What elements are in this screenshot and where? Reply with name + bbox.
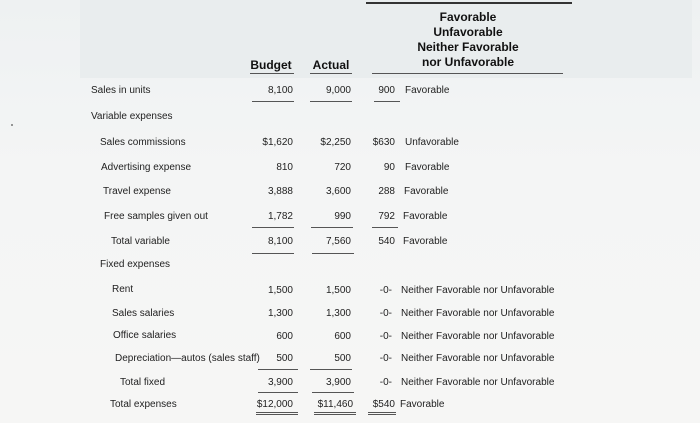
row-diff-depreciation: -0-	[379, 353, 392, 364]
total-fixed-budget-underline	[258, 392, 298, 393]
row-budget-depreciation: 500	[276, 353, 293, 364]
row-diff-total-expenses: $540	[372, 399, 395, 410]
row-actual-rent: 1,500	[325, 285, 351, 296]
row-label-sales-salaries: Sales salaries	[112, 308, 175, 319]
total-variable-actual-underline	[312, 253, 354, 254]
row-actual-total-fixed: 3,900	[325, 377, 351, 388]
row-budget-total-expenses: $12,000	[256, 399, 293, 410]
header-budget-underline	[250, 73, 294, 74]
row-label-free-samples: Free samples given out	[104, 211, 208, 222]
row-actual-sales-units: 9,000	[325, 85, 351, 96]
row-result-sales-salaries: Neither Favorable nor Unfavorable	[401, 308, 555, 319]
depreciation-budget-underline	[258, 369, 298, 370]
sales-units-diff-underline	[374, 101, 400, 102]
row-actual-total-expenses: $11,460	[317, 399, 353, 410]
total-expenses-actual-double-underline-2	[314, 414, 356, 415]
row-diff-sales-salaries: -0-	[379, 308, 392, 319]
row-result-travel: Favorable	[404, 186, 449, 197]
row-result-rent: Neither Favorable nor Unfavorable	[401, 285, 555, 296]
row-result-total-expenses: Favorable	[400, 399, 445, 410]
row-actual-depreciation: 500	[334, 353, 351, 364]
header-favorable-column	[398, 10, 538, 70]
row-label-total-expenses: Total expenses	[110, 399, 177, 410]
row-result-sales-commissions: Unfavorable	[405, 137, 459, 148]
row-diff-sales-units: 900	[378, 85, 395, 96]
row-diff-travel: 288	[378, 186, 395, 197]
row-actual-sales-commissions: $2,250	[320, 137, 351, 148]
row-label-travel: Travel expense	[103, 186, 171, 197]
total-expenses-diff-double-underline-2	[368, 414, 396, 415]
depreciation-actual-underline	[310, 369, 352, 370]
row-budget-rent: 1,500	[267, 285, 293, 296]
total-expenses-diff-double-underline-1	[368, 412, 396, 413]
row-label-sales-commissions: Sales commissions	[100, 137, 186, 148]
row-budget-total-variable: 8,100	[267, 236, 293, 247]
row-diff-sales-commissions: $630	[372, 137, 395, 148]
row-actual-advertising: 720	[334, 162, 351, 173]
row-budget-sales-salaries: 1,300	[267, 308, 293, 319]
section-label-variable-expenses: Variable expenses	[91, 111, 173, 122]
row-label-office-salaries: Office salaries	[113, 330, 177, 341]
row-result-total-variable: Favorable	[403, 236, 448, 247]
row-label-total-fixed: Total fixed	[120, 377, 166, 388]
header-top-rule	[366, 2, 572, 4]
header-fav-line-4: nor Unfavorable	[421, 55, 514, 69]
row-result-total-fixed: Neither Favorable nor Unfavorable	[401, 377, 555, 388]
row-diff-total-variable: 540	[378, 236, 395, 247]
row-budget-free-samples: 1,782	[267, 211, 293, 222]
row-diff-total-fixed: -0-	[379, 377, 392, 388]
row-diff-rent: -0-	[379, 285, 392, 296]
row-diff-advertising: 90	[383, 162, 395, 173]
header-actual-underline	[310, 73, 352, 74]
free-samples-diff-underline	[372, 227, 398, 228]
header-fav-line-3: Neither Favorable	[417, 40, 519, 54]
row-label-sales-units: Sales in units	[91, 85, 151, 96]
row-budget-sales-commissions: $1,620	[262, 137, 293, 148]
row-label-rent: Rent	[112, 284, 134, 295]
row-actual-sales-salaries: 1,300	[325, 308, 351, 319]
row-label-total-variable: Total variable	[111, 236, 170, 247]
sales-units-budget-underline	[252, 101, 294, 102]
row-result-advertising: Favorable	[405, 162, 450, 173]
row-budget-total-fixed: 3,900	[267, 377, 293, 388]
row-result-sales-units: Favorable	[405, 85, 450, 96]
row-budget-office-salaries: 600	[276, 331, 293, 342]
row-diff-free-samples: 792	[378, 211, 395, 222]
header-budget: Budget	[250, 58, 292, 72]
section-label-fixed-expenses: Fixed expenses	[100, 259, 171, 270]
row-budget-sales-units: 8,100	[267, 85, 293, 96]
free-samples-budget-underline	[252, 227, 294, 228]
header-actual: Actual	[312, 58, 350, 72]
header-fav-line-2: Unfavorable	[433, 25, 503, 39]
free-samples-actual-underline	[311, 227, 353, 228]
row-result-office-salaries: Neither Favorable nor Unfavorable	[401, 331, 555, 342]
header-band	[80, 0, 692, 78]
row-label-depreciation: Depreciation—autos (sales staff)	[115, 353, 260, 364]
row-diff-office-salaries: -0-	[379, 331, 392, 342]
total-expenses-actual-double-underline-1	[314, 412, 356, 413]
header-fav-underline	[372, 73, 563, 74]
stray-mark	[11, 124, 13, 126]
sales-units-actual-underline	[310, 101, 352, 102]
row-budget-travel: 3,888	[267, 186, 293, 197]
row-actual-office-salaries: 600	[334, 331, 351, 342]
header-fav-line-1: Favorable	[439, 10, 497, 24]
total-fixed-actual-underline	[312, 392, 354, 393]
row-actual-free-samples: 990	[334, 211, 351, 222]
row-label-advertising: Advertising expense	[101, 162, 192, 173]
row-result-depreciation: Neither Favorable nor Unfavorable	[401, 353, 555, 364]
total-expenses-budget-double-underline-2	[256, 414, 298, 415]
row-result-free-samples: Favorable	[403, 211, 448, 222]
row-actual-total-variable: 7,560	[325, 236, 351, 247]
row-actual-travel: 3,600	[325, 186, 351, 197]
total-variable-budget-underline	[252, 253, 294, 254]
total-expenses-budget-double-underline-1	[256, 412, 298, 413]
row-budget-advertising: 810	[276, 162, 293, 173]
